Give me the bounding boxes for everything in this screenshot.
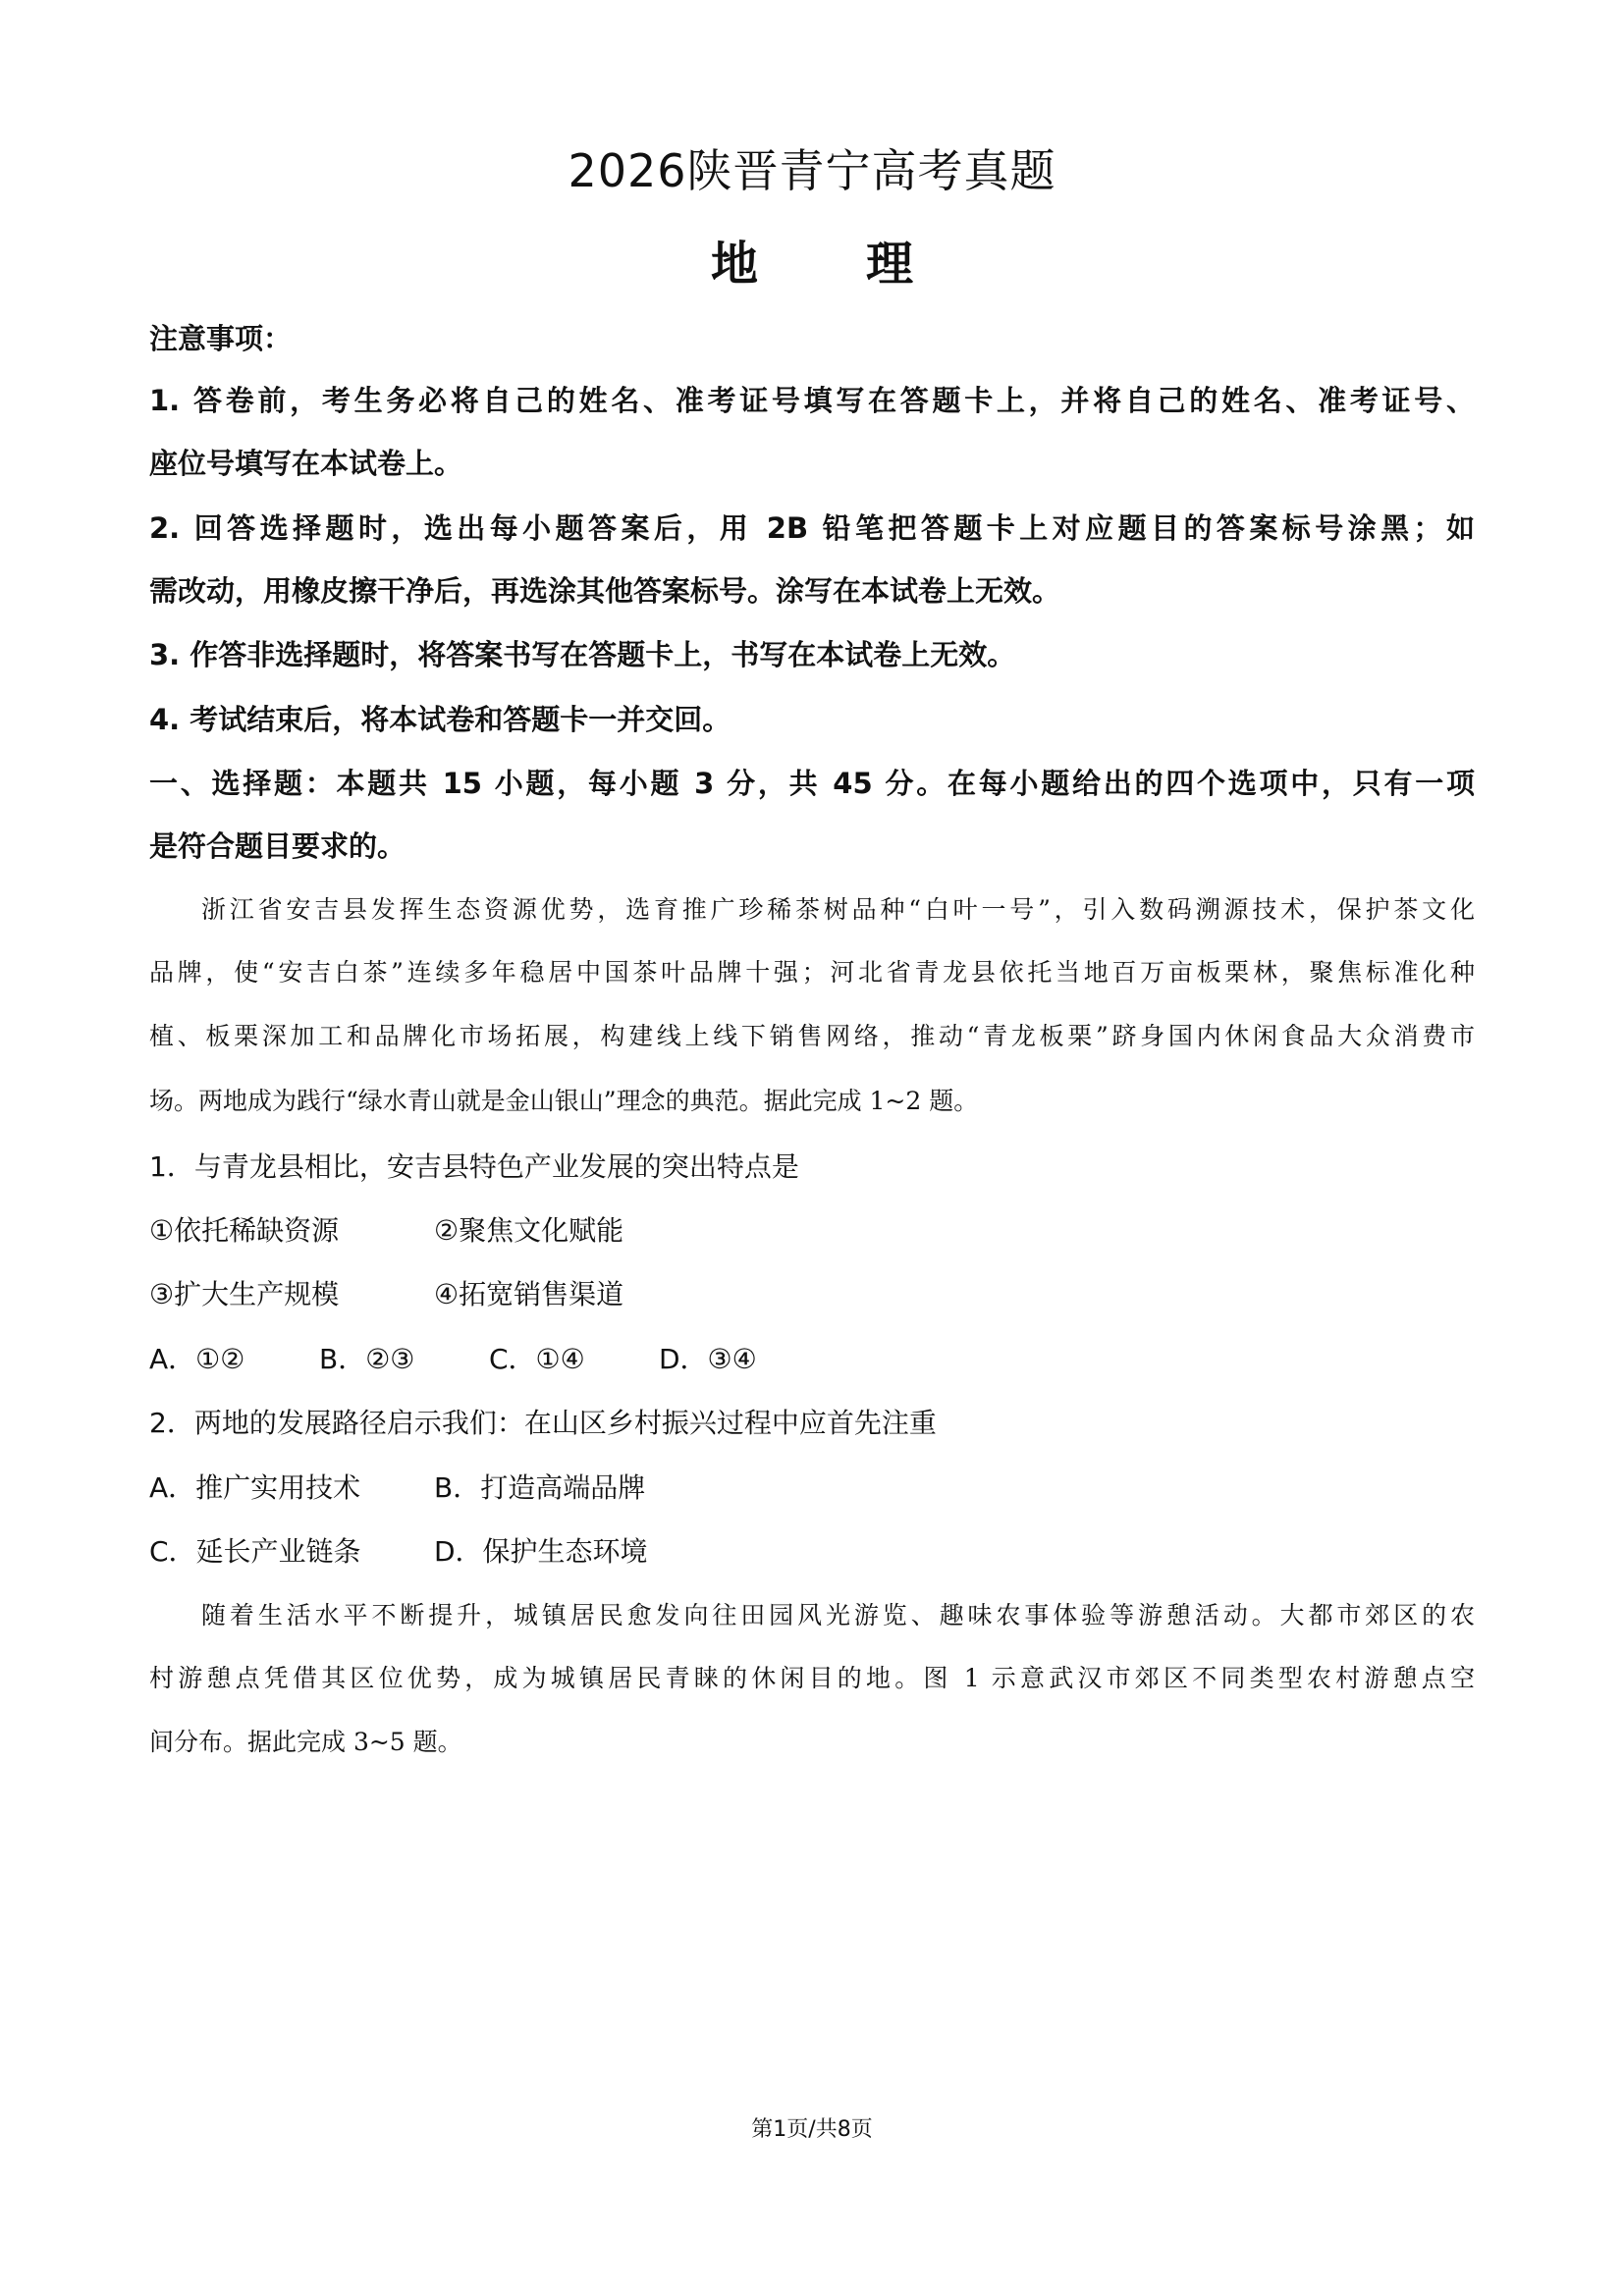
notice-item-1-line-2: 座位号填写在本试卷上。 (149, 447, 463, 480)
notice-item-4: 4. 考试结束后，将本试卷和答题卡一并交回。 (149, 703, 731, 736)
question-1-statements-row-1 (149, 1209, 623, 1249)
question-1-option-b: B．②③ (319, 1343, 415, 1375)
question-2-option-c: C．延长产业链条 (149, 1535, 361, 1568)
question-1-statement-3: ③扩大生产规模 (149, 1278, 340, 1310)
notice-heading: 注意事项： (149, 322, 293, 355)
question-2-option-a: A．推广实用技术 (149, 1471, 361, 1504)
passage-1-line-1: 浙江省安吉县发挥生态资源优势，选育推广珍稀茶树品种“白叶一号”，引入数码溯源技术，保护茶文化 (201, 895, 1475, 924)
passage-2-line-2: 村游憩点凭借其区位优势，成为城镇居民青睐的休闲目的地。图 1 示意武汉市郊区不同类型农村游憩点空 (149, 1664, 1475, 1692)
section-1-heading-line-1: 一、选择题：本题共 15 小题，每小题 3 分，共 45 分。在每小题给出的四个选项中，只有一项 (149, 767, 1475, 800)
section-1-heading-line-2: 是符合题目要求的。 (149, 829, 406, 863)
question-1-statement-2: ②聚焦文化赋能 (434, 1214, 624, 1247)
question-2-option-b: B．打造高端品牌 (434, 1471, 646, 1504)
question-1-options (149, 1338, 757, 1377)
question-2-stem: 2．两地的发展路径启示我们：在山区乡村振兴过程中应首先注重 (149, 1407, 937, 1439)
passage-2-line-3: 间分布。据此完成 3~5 题。 (149, 1728, 462, 1756)
subject-char-1: 地 (710, 237, 758, 292)
question-2-options-row-1 (149, 1467, 645, 1506)
exam-title: 2026陕晋青宁高考真题 (568, 144, 1056, 197)
notice-item-1-line-1: 1. 答卷前，考生务必将自己的姓名、准考证号填写在答题卡上，并将自己的姓名、准考证号、 (149, 384, 1475, 417)
notice-item-3: 3. 作答非选择题时，将答案书写在答题卡上，书写在本试卷上无效。 (149, 638, 1016, 671)
notice-item-2-line-1: 2. 回答选择题时，选出每小题答案后，用 2B 铅笔把答题卡上对应题目的答案标号涂黑；如 (149, 511, 1475, 545)
passage-2-line-1: 随着生活水平不断提升，城镇居民愈发向往田园风光游览、趣味农事体验等游憩活动。大都市郊区的农 (201, 1601, 1475, 1629)
question-1-stem: 1．与青龙县相比，安吉县特色产业发展的突出特点是 (149, 1150, 799, 1183)
passage-1-line-2: 品牌，使“安吉白茶”连续多年稳居中国茶叶品牌十强；河北省青龙县依托当地百万亩板栗林，聚焦标准化种 (149, 958, 1475, 987)
question-1-option-d: D．③④ (659, 1343, 757, 1375)
question-1-option-c: C．①④ (489, 1343, 585, 1375)
question-2-option-d: D．保护生态环境 (434, 1535, 648, 1568)
page-number: 第1页/共8页 (751, 2117, 873, 2142)
question-1-statement-1: ①依托稀缺资源 (149, 1214, 340, 1247)
question-1-statements-row-2 (149, 1273, 623, 1312)
subject-title (0, 226, 1624, 294)
notice-item-2-line-2: 需改动，用橡皮擦干净后，再选涂其他答案标号。涂写在本试卷上无效。 (149, 574, 1061, 608)
question-2-options-row-2 (149, 1530, 648, 1570)
subject-char-2: 理 (866, 237, 914, 292)
passage-1-line-4: 场。两地成为践行“绿水青山就是金山银山”理念的典范。据此完成 1~2 题。 (149, 1087, 979, 1115)
passage-1-line-3: 植、板栗深加工和品牌化市场拓展，构建线上线下销售网络，推动“青龙板栗”跻身国内休闲食品大众消费市 (149, 1022, 1475, 1050)
question-1-statement-4: ④拓宽销售渠道 (434, 1278, 624, 1310)
question-1-option-a: A．①② (149, 1343, 245, 1375)
